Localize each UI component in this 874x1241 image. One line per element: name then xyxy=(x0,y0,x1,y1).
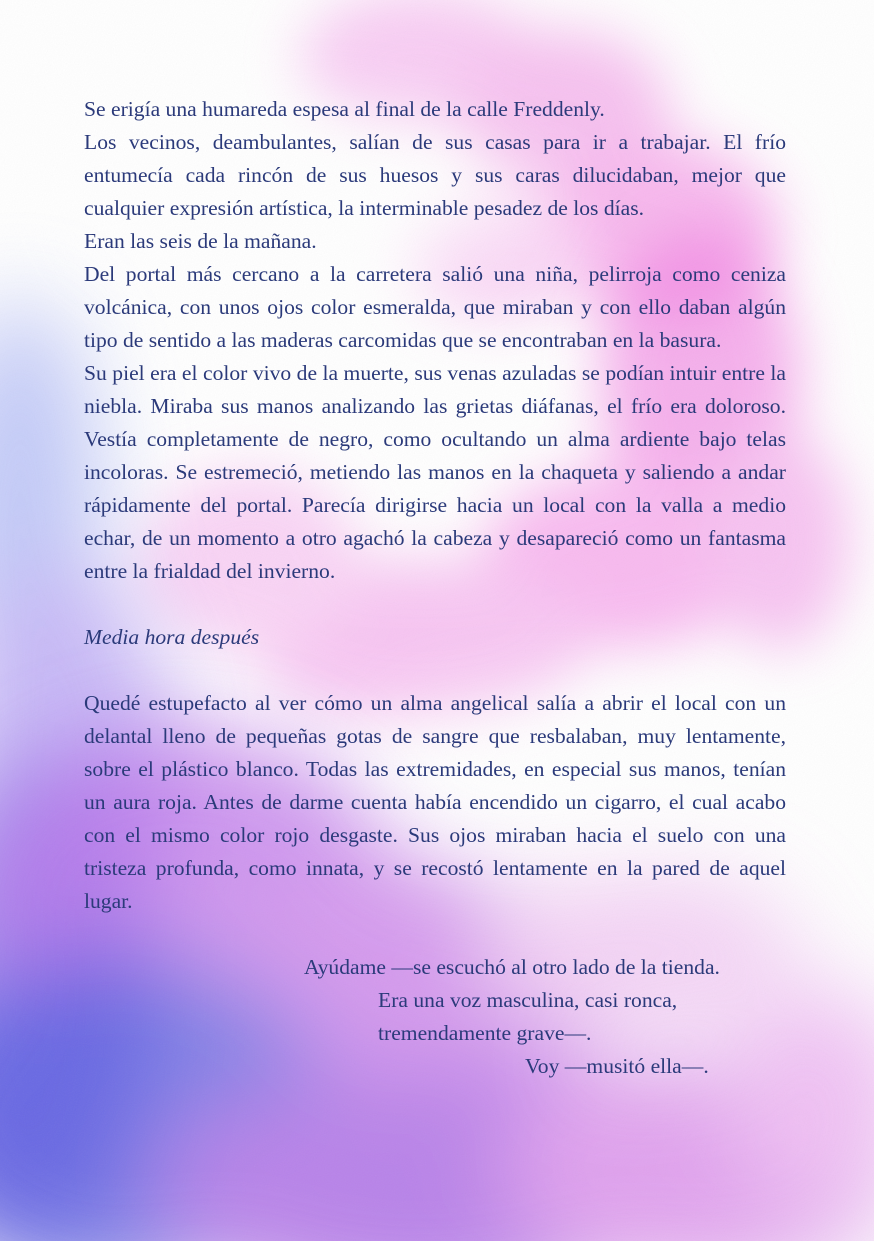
dialogue-line: Voy —musitó ella—. xyxy=(525,1054,709,1078)
paragraph: Del portal más cercano a la carretera salió una niña, pelirroja como ceniza volcánica, con unos ojos color esmeralda, que miraban y con ello daban algún tipo de sentido a las maderas carcomidas que se encontraban en la basura. xyxy=(84,262,786,352)
story-text xyxy=(84,93,786,1083)
paragraph: Eran las seis de la mañana. xyxy=(84,229,317,253)
dialogue-line: Ayúdame —se escuchó al otro lado de la tienda. xyxy=(304,955,720,979)
paragraph: Los vecinos, deambulantes, salían de sus casas para ir a trabajar. El frío entumecía cada rincón de sus huesos y sus caras dilucidaban, mejor que cualquier expresión artística, la interminable pesadez de los días. xyxy=(84,130,786,220)
time-note: Media hora después xyxy=(84,625,260,649)
dialogue-line: Era una voz masculina, casi ronca, xyxy=(378,988,678,1012)
paragraph: Su piel era el color vivo de la muerte, sus venas azuladas se podían intuir entre la niebla. Miraba sus manos analizando las grietas diáfanas, el frío era doloroso. Vestía completamente de negro, como ocultando un alma ardiente bajo telas incoloras. Se estremeció, metiendo las manos en la chaqueta y saliendo a andar rápidamente del portal. Parecía dirigirse hacia un local con la valla a medio echar, de un momento a otro agachó la cabeza y desapareció como un fantasma entre la frialdad del invierno. xyxy=(84,361,786,583)
blank-line xyxy=(84,654,786,687)
paragraph: Quedé estupefacto al ver cómo un alma angelical salía a abrir el local con un delantal lleno de pequeñas gotas de sangre que resbalaban, muy lentamente, sobre el plástico blanco. Todas las extremidades, en especial sus manos, tenían un aura roja. Antes de darme cuenta había encendido un cigarro, el cual acabo con el mismo color rojo desgaste. Sus ojos miraban hacia el suelo con una tristeza profunda, como innata, y se recostó lentamente en la pared de aquel lugar. xyxy=(84,691,786,913)
paragraph: Se erigía una humareda espesa al final de la calle Freddenly. xyxy=(84,97,605,121)
dialogue-line: tremendamente grave—. xyxy=(378,1021,592,1045)
blank-line xyxy=(84,588,786,621)
blank-line xyxy=(84,918,786,951)
